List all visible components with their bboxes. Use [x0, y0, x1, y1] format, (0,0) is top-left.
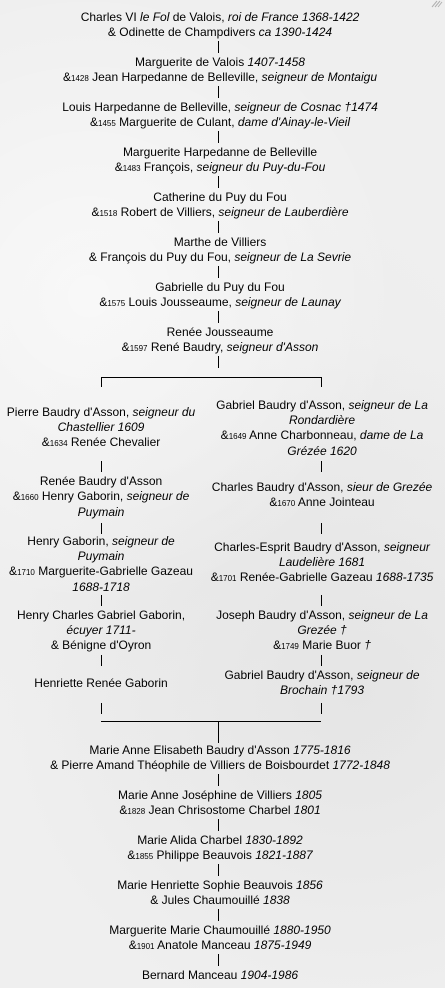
person-name: Bernard Manceau 1904-1986: [141, 968, 299, 982]
connector-line: [218, 774, 219, 786]
connector-line: [321, 377, 322, 387]
connector-line: [218, 131, 219, 143]
spouse-line: &1855 Philippe Beauvois 1821-1887: [127, 848, 313, 862]
connector-line: [101, 703, 102, 714]
spouse-line: &1828 Jean Chrisostome Charbel 1801: [119, 803, 321, 817]
spouse-line: & Odinette de Champdivers ca 1390-1424: [107, 25, 333, 39]
connector-line: [101, 461, 102, 472]
connector-line: [218, 221, 219, 233]
person-name: Charles VI le Fol de Valois, roi de France 1368-1422: [80, 10, 360, 24]
spouse-line: &1901 Anatole Manceau 1875-1949: [128, 938, 312, 952]
person-block-left: Renée Baudry d'Asson &1660 Henry Gaborin, seigneur de Puymain: [12, 474, 190, 519]
connector-line: [218, 176, 219, 188]
person-block-right: Charles-Esprit Baudry d'Asson, seigneur Laudelière 1681 &1701 Renée-Gabrielle Gazeau 1688-1735: [210, 540, 434, 584]
person-name: Catherine du Puy du Fou: [153, 190, 287, 204]
corner-icon: [431, 0, 443, 8]
spouse-line: & François du Puy du Fou, seigneur de La Sevrie: [88, 250, 352, 264]
person-block-left: Henry Gaborin, seigneur de Puymain &1710 Marguerite-Gabrielle Gazeau 1688-1718: [9, 534, 193, 594]
spouse-line: &1575 Louis Jousseaume, seigneur de Launay: [99, 295, 341, 309]
connector-line: [218, 819, 219, 831]
connector-line: [321, 461, 322, 472]
connector-line: [101, 523, 102, 534]
connector-line: [321, 655, 322, 666]
spouse-line: &1428 Jean Harpedanne de Belleville, seigneur de Montaigu: [62, 70, 377, 84]
person-block-left: Henry Charles Gabriel Gaborin, écuyer 1711- & Bénigne d'Oyron: [16, 608, 186, 652]
person-block-right: Charles Baudry d'Asson, sieur de Grezée &1670 Anne Jointeau: [211, 480, 433, 509]
person-name: Marguerite Marie Chaumouillé 1880-1950: [109, 923, 331, 937]
person-name: Marie Anne Joséphine de Villiers 1805: [118, 788, 322, 802]
connector-line: [321, 523, 322, 534]
person-block-left: Pierre Baudry d'Asson, seigneur du Chastellier 1609 &1634 Renée Chevalier: [6, 405, 196, 449]
person-name: Marguerite Harpedanne de Belleville: [122, 145, 318, 159]
person-name: Marie Anne Elisabeth Baudry d'Asson 1775-1816: [89, 743, 351, 757]
spouse-line: & Pierre Amand Théophile de Villiers de Boisbourdet 1772-1848: [50, 758, 390, 772]
person-name: Marthe de Villiers: [173, 235, 267, 249]
person-block-right: Joseph Baudry d'Asson, seigneur de La Grezée † &1749 Marie Buor †: [216, 608, 428, 652]
person-name: Louis Harpedanne de Belleville, seigneur de Cosnac †1474: [62, 100, 378, 114]
connector-line: [218, 864, 219, 876]
connector-line: [101, 595, 102, 606]
spouse-line: & Jules Chaumouillé 1838: [150, 893, 290, 907]
person-name: Renée Jousseaume: [166, 325, 274, 339]
connector-line: [218, 909, 219, 921]
connector-line: [218, 356, 219, 368]
connector-line: [321, 595, 322, 606]
connector-line: [218, 266, 219, 278]
spouse-line: &1597 René Baudry, seigneur d'Asson: [121, 340, 319, 354]
person-name: Marie Alida Charbel 1830-1892: [137, 833, 303, 847]
merge-line: [101, 721, 321, 722]
connector-line: [218, 311, 219, 323]
connector-line: [218, 954, 219, 966]
connector-line: [218, 721, 219, 743]
person-block-left: Henriette Renée Gaborin: [34, 676, 168, 690]
person-name: Marguerite de Valois 1407-1458: [135, 55, 305, 69]
person-block-right: Gabriel Baudry d'Asson, seigneur de La Rondardière &1649 Anne Charbonneau, dame de La Grézée 1620: [216, 398, 428, 458]
spouse-line: &1455 Marguerite de Culant, dame d'Ainay-le-Vieil: [90, 115, 350, 129]
connector-line: [218, 86, 219, 98]
connector-line: [101, 655, 102, 666]
spouse-line: &1518 Robert de Villiers, seigneur de Lauberdière: [91, 205, 349, 219]
connector-line: [101, 377, 102, 387]
connector-line: [321, 703, 322, 714]
connector-line: [218, 41, 219, 53]
person-name: Marie Henriette Sophie Beauvois 1856: [117, 878, 323, 892]
person-block-right: Gabriel Baudry d'Asson, seigneur de Brochain †1793: [224, 668, 420, 697]
spouse-line: &1483 François, seigneur du Puy-du-Fou: [114, 160, 326, 174]
branch-line: [101, 377, 321, 378]
person-name: Gabrielle du Puy du Fou: [155, 280, 285, 294]
